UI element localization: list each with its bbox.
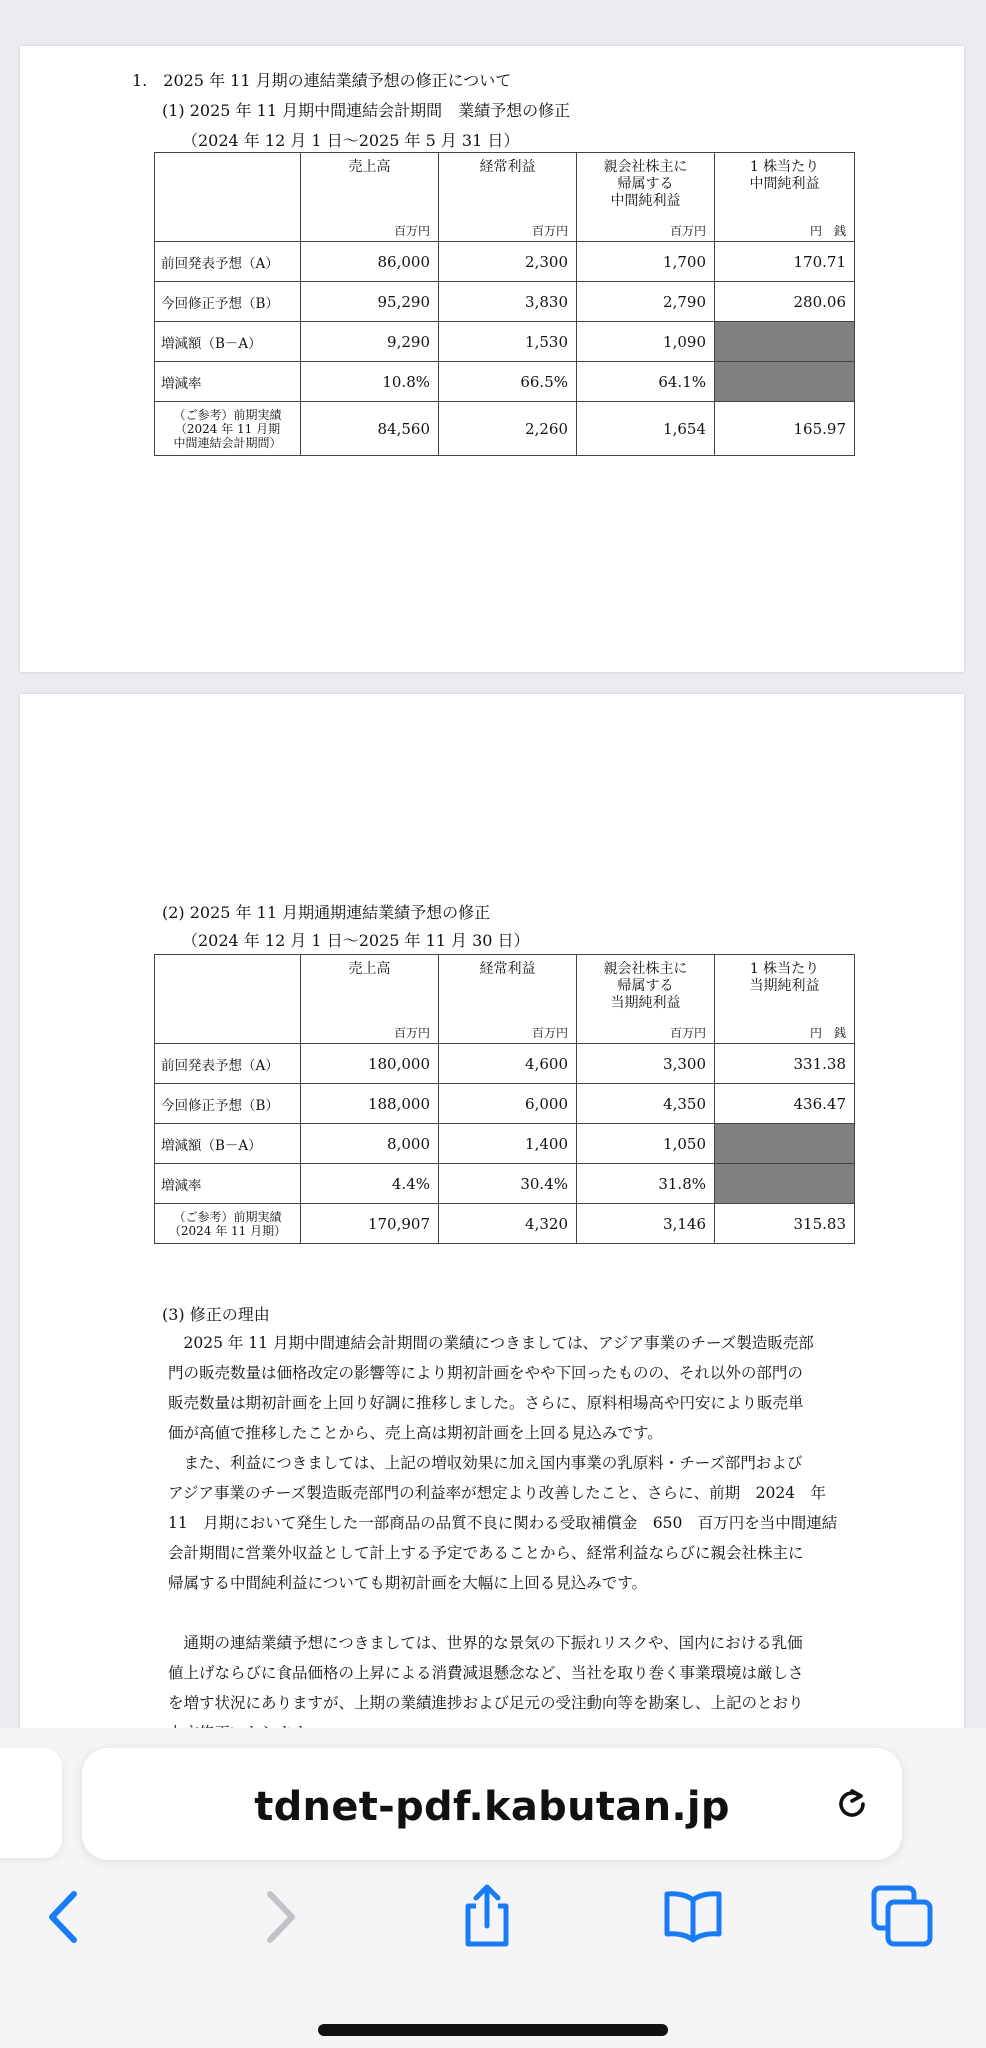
reason-line: 2025 年 11 月期中間連結会計期間の業績につきましては、アジア事業のチーズ製造販売部 — [168, 1334, 814, 1352]
reason-line: また、利益につきましては、上記の増収効果に加え国内事業の乳原料・チーズ部門および — [168, 1454, 803, 1472]
header-cell — [715, 955, 855, 1044]
header-unit: 百万円 — [669, 224, 706, 238]
header-label: 親会社株主に 帰属する 中間純利益 — [603, 159, 688, 209]
table-row — [155, 1084, 855, 1124]
header-label: 経常利益 — [479, 159, 536, 175]
table-full-year-forecast — [154, 954, 855, 1244]
row-label: 今回修正予想（B） — [155, 282, 301, 322]
header-label: 1 株当たり 中間純利益 — [749, 159, 820, 192]
header-cell — [577, 955, 715, 1044]
home-indicator — [318, 2024, 668, 2036]
value-cell: 4.4% — [301, 1164, 439, 1204]
value-cell: 1,530 — [439, 322, 577, 362]
header-unit: 百万円 — [669, 1026, 706, 1040]
back-icon[interactable] — [30, 1884, 96, 1950]
table-row — [155, 1124, 855, 1164]
forward-icon[interactable] — [248, 1884, 314, 1950]
value-cell: 4,320 — [439, 1204, 577, 1244]
value-cell: 2,260 — [439, 402, 577, 456]
previous-tab-card[interactable] — [0, 1748, 62, 1858]
row-label: （ご参考）前期実績 （2024 年 11 月期 中間連結会計期間） — [155, 402, 301, 456]
value-cell: 86,000 — [301, 242, 439, 282]
header-unit: 円 銭 — [809, 224, 846, 238]
row-label: 増減額（B－A） — [155, 322, 301, 362]
row-label: （ご参考）前期実績 （2024 年 11 月期） — [155, 1204, 301, 1244]
row-label: 前回発表予想（A） — [155, 242, 301, 282]
header-unit: 円 銭 — [809, 1026, 846, 1040]
reason-line: アジア事業のチーズ製造販売部門の利益率が想定より改善したこと、さらに、前期 2024 年 — [168, 1484, 827, 1502]
value-cell: 31.8% — [577, 1164, 715, 1204]
header-label: 親会社株主に 帰属する 当期純利益 — [603, 961, 688, 1011]
value-cell: 315.83 — [715, 1204, 855, 1244]
table-header-row — [155, 153, 855, 242]
value-cell: 165.97 — [715, 402, 855, 456]
tabs-icon[interactable] — [870, 1884, 936, 1950]
header-cell — [577, 153, 715, 242]
table-row — [155, 402, 855, 456]
value-cell: 1,050 — [577, 1124, 715, 1164]
reason-line: を増す状況にありますが、上期の業績進捗および足元の受注動向等を勘案し、上記のとおり — [168, 1694, 804, 1712]
sub1-period: （2024 年 12 月 1 日～2025 年 5 月 31 日） — [182, 131, 520, 150]
value-cell: 170,907 — [301, 1204, 439, 1244]
reason-line: 門の販売数量は価格改定の影響等により期初計画をやや下回ったものの、それ以外の部門の — [168, 1364, 803, 1382]
sub3-title: (3) 修正の理由 — [162, 1305, 270, 1324]
header-cell — [439, 153, 577, 242]
value-cell: 280.06 — [715, 282, 855, 322]
value-cell: 1,400 — [439, 1124, 577, 1164]
table-row — [155, 1204, 855, 1244]
value-cell: 3,830 — [439, 282, 577, 322]
reason-line — [168, 1598, 888, 1628]
reason-line: 通期の連結業績予想につきましては、世界的な景気の下振れリスクや、国内における乳価 — [168, 1634, 803, 1652]
section1-title: 1. 2025 年 11 月期の連結業績予想の修正について — [132, 71, 512, 90]
share-icon[interactable] — [454, 1884, 520, 1950]
shaded-cell — [715, 1124, 855, 1164]
pdf-page-1 — [20, 46, 964, 672]
reason-line: 帰属する中間純利益についても期初計画を大幅に上回る見込みです。 — [168, 1574, 647, 1592]
header-cell — [301, 955, 439, 1044]
value-cell: 188,000 — [301, 1084, 439, 1124]
value-cell: 2,300 — [439, 242, 577, 282]
header-empty-cell — [155, 153, 301, 242]
header-unit: 百万円 — [393, 1026, 430, 1040]
row-label: 今回修正予想（B） — [155, 1084, 301, 1124]
sub2-period: （2024 年 12 月 1 日～2025 年 11 月 30 日） — [182, 931, 530, 950]
value-cell: 8,000 — [301, 1124, 439, 1164]
reload-icon[interactable] — [830, 1782, 874, 1826]
shaded-cell — [715, 1164, 855, 1204]
header-label: 売上高 — [348, 159, 391, 175]
row-label: 増減率 — [155, 1164, 301, 1204]
value-cell: 10.8% — [301, 362, 439, 402]
url-text[interactable]: tdnet-pdf.kabutan.jp — [254, 1784, 730, 1830]
address-bar[interactable] — [82, 1748, 902, 1860]
value-cell: 66.5% — [439, 362, 577, 402]
value-cell: 2,790 — [577, 282, 715, 322]
header-unit: 百万円 — [531, 1026, 568, 1040]
header-unit: 百万円 — [393, 224, 430, 238]
value-cell: 3,146 — [577, 1204, 715, 1244]
reason-paragraphs — [168, 1328, 888, 1748]
row-label: 増減率 — [155, 362, 301, 402]
reason-line: 会計期間に営業外収益として計上する予定であることから、経常利益ならびに親会社株主に — [168, 1544, 804, 1562]
value-cell: 1,700 — [577, 242, 715, 282]
value-cell: 1,654 — [577, 402, 715, 456]
table-interim-forecast — [154, 152, 855, 456]
table-row — [155, 1044, 855, 1084]
reason-line: 価が高値で推移したことから、売上高は期初計画を上回る見込みです。 — [168, 1424, 663, 1442]
header-label: 売上高 — [348, 961, 391, 977]
value-cell: 95,290 — [301, 282, 439, 322]
value-cell: 64.1% — [577, 362, 715, 402]
value-cell: 436.47 — [715, 1084, 855, 1124]
value-cell: 4,600 — [439, 1044, 577, 1084]
shaded-cell — [715, 322, 855, 362]
value-cell: 1,090 — [577, 322, 715, 362]
value-cell: 170.71 — [715, 242, 855, 282]
shaded-cell — [715, 362, 855, 402]
sub2-title: (2) 2025 年 11 月期通期連結業績予想の修正 — [162, 903, 491, 922]
header-cell — [715, 153, 855, 242]
value-cell: 9,290 — [301, 322, 439, 362]
reason-line: 販売数量は期初計画を上回り好調に推移しました。さらに、原料相場高や円安により販売単 — [168, 1394, 804, 1412]
value-cell: 180,000 — [301, 1044, 439, 1084]
header-unit: 百万円 — [531, 224, 568, 238]
row-label: 増減額（B－A） — [155, 1124, 301, 1164]
sub1-title: (1) 2025 年 11 月期中間連結会計期間 業績予想の修正 — [162, 101, 571, 120]
pdf-page-2 — [20, 694, 964, 1734]
header-cell — [439, 955, 577, 1044]
bookmarks-icon[interactable] — [660, 1884, 726, 1950]
header-cell — [301, 153, 439, 242]
reason-line: 11 月期において発生した一部商品の品質不良に関わる受取補償金 650 百万円を当中間連結 — [168, 1514, 838, 1532]
table-header-row — [155, 955, 855, 1044]
table-row — [155, 242, 855, 282]
header-empty-cell — [155, 955, 301, 1044]
row-label: 前回発表予想（A） — [155, 1044, 301, 1084]
value-cell: 4,350 — [577, 1084, 715, 1124]
browser-bottom-bar — [0, 1728, 986, 2048]
header-label: 経常利益 — [479, 961, 536, 977]
table-row — [155, 1164, 855, 1204]
value-cell: 30.4% — [439, 1164, 577, 1204]
table-row — [155, 282, 855, 322]
reason-line: 値上げならびに食品価格の上昇による消費減退懸念など、当社を取り巻く事業環境は厳しさ — [168, 1664, 804, 1682]
value-cell: 331.38 — [715, 1044, 855, 1084]
value-cell: 3,300 — [577, 1044, 715, 1084]
value-cell: 6,000 — [439, 1084, 577, 1124]
value-cell: 84,560 — [301, 402, 439, 456]
table-row — [155, 322, 855, 362]
table-row — [155, 362, 855, 402]
header-label: 1 株当たり 当期純利益 — [749, 961, 820, 994]
